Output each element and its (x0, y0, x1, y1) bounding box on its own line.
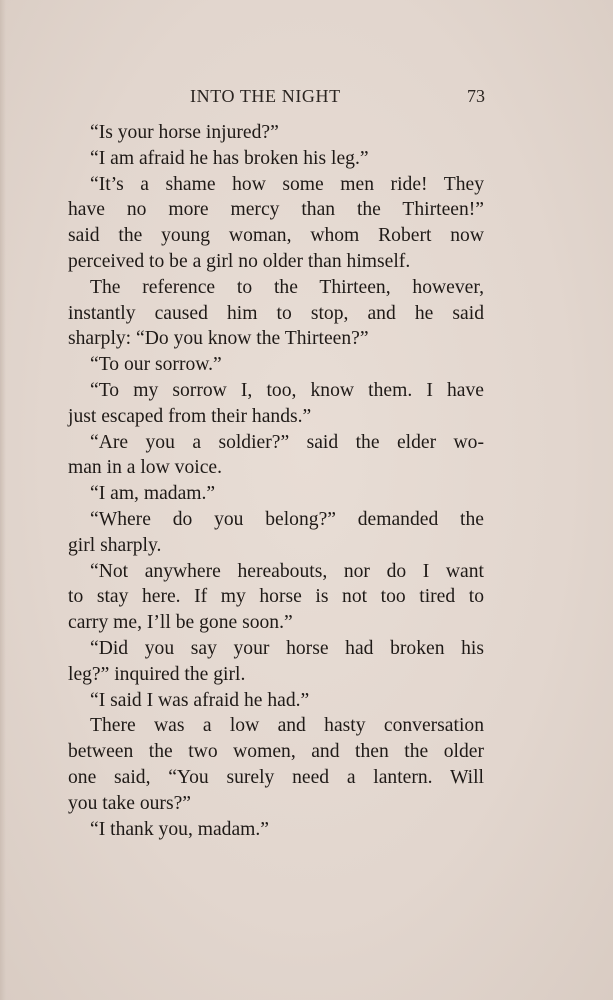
text-line: between the two women, and then the older (68, 741, 484, 763)
text-line: to stay here. If my horse is not too tired to (68, 586, 484, 608)
text-line: “To my sorrow I, too, know them. I have (90, 379, 484, 401)
text-line: “I am, madam.” (90, 483, 216, 505)
text-line: “Not anywhere hereabouts, nor do I want (90, 560, 484, 582)
text-line: “I thank you, madam.” (90, 818, 270, 840)
page-number: 73 (467, 86, 485, 106)
text-line: There was a low and hasty conversation (90, 715, 484, 737)
text-line: “Where do you belong?” demanded the (90, 508, 484, 530)
text-line: “Is your horse injured?” (90, 122, 279, 143)
text-line: leg?” inquired the girl. (68, 663, 246, 685)
page-header (0, 86, 613, 112)
page-edge-shadow (0, 0, 6, 1000)
text-line: “It’s a shame how some men ride! They (90, 173, 484, 195)
text-line: “I am afraid he has broken his leg.” (90, 147, 369, 169)
text-line: The reference to the Thirteen, however, (90, 276, 484, 298)
text-line: girl sharply. (68, 534, 162, 556)
running-head: INTO THE NIGHT (190, 86, 341, 106)
text-line: just escaped from their hands.” (68, 405, 312, 427)
text-line: one said, “You surely need a lantern. Will (68, 766, 484, 788)
text-line: instantly caused him to stop, and he said (68, 302, 484, 324)
text-line: man in a low voice. (68, 457, 222, 479)
text-line: perceived to be a girl no older than himself. (68, 250, 411, 272)
text-line: carry me, I’ll be gone soon.” (68, 612, 293, 634)
text-line: “Are you a soldier?” said the elder wo- (90, 431, 484, 453)
text-line: have no more mercy than the Thirteen!” (68, 199, 484, 221)
text-line: sharply: “Do you know the Thirteen?” (68, 328, 369, 350)
text-line: you take ours?” (68, 792, 191, 814)
body-text (68, 120, 484, 842)
text-line: said the young woman, whom Robert now (68, 225, 484, 247)
text-line: “I said I was afraid he had.” (90, 689, 310, 711)
text-line: “To our sorrow.” (90, 354, 222, 376)
text-line: “Did you say your horse had broken his (90, 637, 484, 659)
